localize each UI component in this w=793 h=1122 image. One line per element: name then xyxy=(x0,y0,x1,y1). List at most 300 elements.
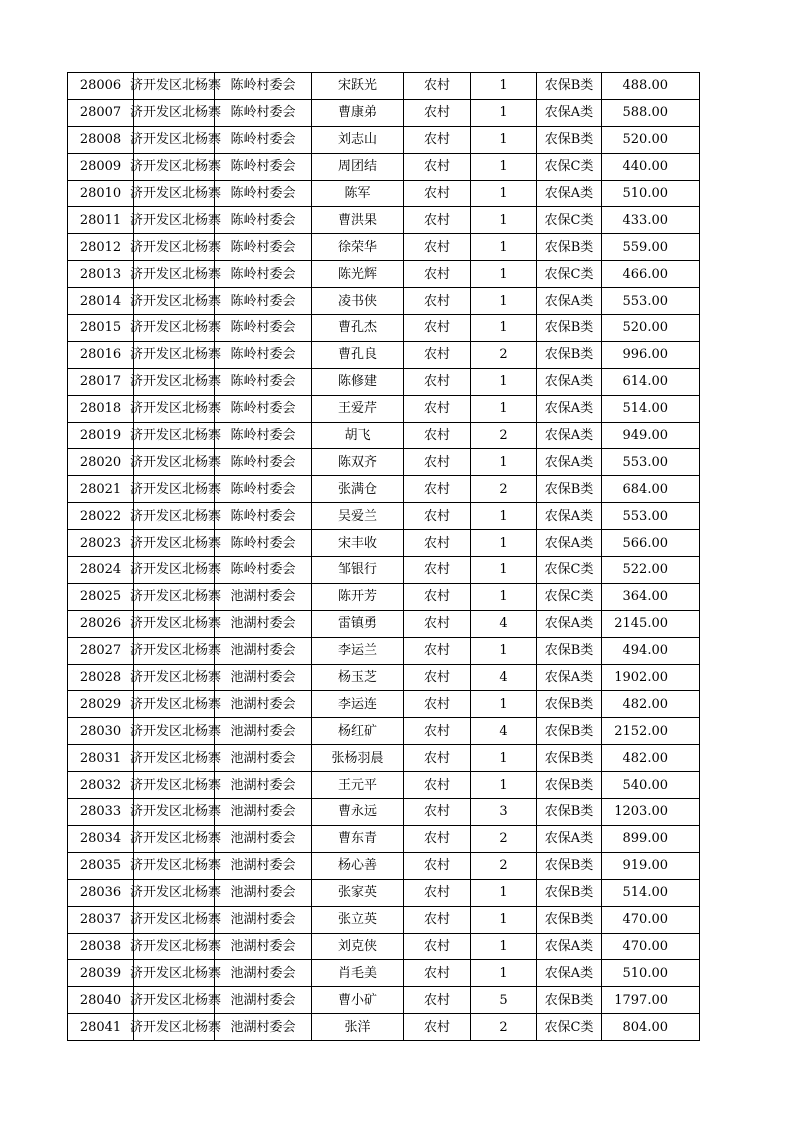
village-cell: 陈岭村委会 xyxy=(215,368,312,395)
table-row xyxy=(68,288,700,315)
person-count-cell: 1 xyxy=(471,99,537,126)
name-cell: 曹孔杰 xyxy=(312,315,404,342)
category-cell: 农保B类 xyxy=(537,718,602,745)
amount-cell: 364.00 xyxy=(602,583,700,610)
person-count-cell: 4 xyxy=(471,718,537,745)
town-cell: 济开发区北杨寨 xyxy=(134,691,215,718)
amount-cell: 440.00 xyxy=(602,153,700,180)
record-id-cell: 28016 xyxy=(68,341,134,368)
category-cell: 农保A类 xyxy=(537,610,602,637)
name-cell: 曹小矿 xyxy=(312,987,404,1014)
person-count-cell: 2 xyxy=(471,852,537,879)
record-id-cell: 28037 xyxy=(68,906,134,933)
category-cell: 农保B类 xyxy=(537,852,602,879)
name-cell: 雷镇勇 xyxy=(312,610,404,637)
town-cell: 济开发区北杨寨 xyxy=(134,368,215,395)
household-type-cell: 农村 xyxy=(404,153,471,180)
category-cell: 农保A类 xyxy=(537,664,602,691)
amount-cell: 684.00 xyxy=(602,476,700,503)
town-cell: 济开发区北杨寨 xyxy=(134,315,215,342)
record-id-cell: 28013 xyxy=(68,261,134,288)
name-cell: 王爱芹 xyxy=(312,395,404,422)
person-count-cell: 1 xyxy=(471,449,537,476)
amount-cell: 1902.00 xyxy=(602,664,700,691)
table-row xyxy=(68,825,700,852)
table-row xyxy=(68,341,700,368)
amount-cell: 540.00 xyxy=(602,772,700,799)
household-type-cell: 农村 xyxy=(404,207,471,234)
record-id-cell: 28019 xyxy=(68,422,134,449)
village-cell: 陈岭村委会 xyxy=(215,234,312,261)
village-cell: 池湖村委会 xyxy=(215,933,312,960)
table-row xyxy=(68,449,700,476)
record-id-cell: 28030 xyxy=(68,718,134,745)
record-id-cell: 28023 xyxy=(68,530,134,557)
amount-cell: 482.00 xyxy=(602,745,700,772)
village-cell: 陈岭村委会 xyxy=(215,99,312,126)
name-cell: 吴爱兰 xyxy=(312,503,404,530)
town-cell: 济开发区北杨寨 xyxy=(134,180,215,207)
name-cell: 杨玉芝 xyxy=(312,664,404,691)
person-count-cell: 4 xyxy=(471,664,537,691)
record-id-cell: 28006 xyxy=(68,73,134,100)
record-id-cell: 28041 xyxy=(68,1014,134,1041)
village-cell: 陈岭村委会 xyxy=(215,180,312,207)
person-count-cell: 1 xyxy=(471,583,537,610)
record-id-cell: 28026 xyxy=(68,610,134,637)
person-count-cell: 2 xyxy=(471,1014,537,1041)
town-cell: 济开发区北杨寨 xyxy=(134,637,215,664)
name-cell: 张满仓 xyxy=(312,476,404,503)
town-cell: 济开发区北杨寨 xyxy=(134,960,215,987)
record-id-cell: 28032 xyxy=(68,772,134,799)
amount-cell: 1203.00 xyxy=(602,799,700,826)
household-type-cell: 农村 xyxy=(404,261,471,288)
name-cell: 张杨羽晨 xyxy=(312,745,404,772)
table-row xyxy=(68,126,700,153)
town-cell: 济开发区北杨寨 xyxy=(134,879,215,906)
town-cell: 济开发区北杨寨 xyxy=(134,933,215,960)
name-cell: 肖毛美 xyxy=(312,960,404,987)
town-cell: 济开发区北杨寨 xyxy=(134,261,215,288)
town-cell: 济开发区北杨寨 xyxy=(134,99,215,126)
record-id-cell: 28020 xyxy=(68,449,134,476)
amount-cell: 470.00 xyxy=(602,906,700,933)
table-row xyxy=(68,315,700,342)
household-type-cell: 农村 xyxy=(404,637,471,664)
town-cell: 济开发区北杨寨 xyxy=(134,126,215,153)
amount-cell: 488.00 xyxy=(602,73,700,100)
amount-cell: 520.00 xyxy=(602,315,700,342)
person-count-cell: 1 xyxy=(471,906,537,933)
household-type-cell: 农村 xyxy=(404,799,471,826)
town-cell: 济开发区北杨寨 xyxy=(134,557,215,584)
record-id-cell: 28040 xyxy=(68,987,134,1014)
category-cell: 农保B类 xyxy=(537,315,602,342)
town-cell: 济开发区北杨寨 xyxy=(134,664,215,691)
household-type-cell: 农村 xyxy=(404,664,471,691)
household-type-cell: 农村 xyxy=(404,879,471,906)
village-cell: 池湖村委会 xyxy=(215,691,312,718)
household-type-cell: 农村 xyxy=(404,180,471,207)
amount-cell: 510.00 xyxy=(602,180,700,207)
household-type-cell: 农村 xyxy=(404,530,471,557)
table-row xyxy=(68,153,700,180)
record-id-cell: 28031 xyxy=(68,745,134,772)
person-count-cell: 1 xyxy=(471,960,537,987)
record-id-cell: 28028 xyxy=(68,664,134,691)
person-count-cell: 1 xyxy=(471,126,537,153)
village-cell: 陈岭村委会 xyxy=(215,341,312,368)
village-cell: 池湖村委会 xyxy=(215,987,312,1014)
record-id-cell: 28029 xyxy=(68,691,134,718)
name-cell: 宋丰收 xyxy=(312,530,404,557)
amount-cell: 949.00 xyxy=(602,422,700,449)
record-id-cell: 28007 xyxy=(68,99,134,126)
village-cell: 池湖村委会 xyxy=(215,718,312,745)
village-cell: 陈岭村委会 xyxy=(215,126,312,153)
household-type-cell: 农村 xyxy=(404,1014,471,1041)
table-row xyxy=(68,772,700,799)
person-count-cell: 1 xyxy=(471,234,537,261)
name-cell: 曹东青 xyxy=(312,825,404,852)
table-row xyxy=(68,664,700,691)
table-row xyxy=(68,960,700,987)
person-count-cell: 4 xyxy=(471,610,537,637)
name-cell: 张洋 xyxy=(312,1014,404,1041)
household-type-cell: 农村 xyxy=(404,610,471,637)
name-cell: 杨心善 xyxy=(312,852,404,879)
amount-cell: 614.00 xyxy=(602,368,700,395)
table-row xyxy=(68,637,700,664)
name-cell: 周团结 xyxy=(312,153,404,180)
person-count-cell: 1 xyxy=(471,207,537,234)
name-cell: 陈开芳 xyxy=(312,583,404,610)
person-count-cell: 1 xyxy=(471,530,537,557)
amount-cell: 514.00 xyxy=(602,879,700,906)
category-cell: 农保B类 xyxy=(537,799,602,826)
village-cell: 陈岭村委会 xyxy=(215,449,312,476)
town-cell: 济开发区北杨寨 xyxy=(134,341,215,368)
record-id-cell: 28017 xyxy=(68,368,134,395)
category-cell: 农保C类 xyxy=(537,583,602,610)
name-cell: 王元平 xyxy=(312,772,404,799)
person-count-cell: 2 xyxy=(471,476,537,503)
village-cell: 池湖村委会 xyxy=(215,664,312,691)
household-type-cell: 农村 xyxy=(404,341,471,368)
household-type-cell: 农村 xyxy=(404,557,471,584)
household-type-cell: 农村 xyxy=(404,852,471,879)
town-cell: 济开发区北杨寨 xyxy=(134,234,215,261)
name-cell: 曹洪果 xyxy=(312,207,404,234)
record-id-cell: 28025 xyxy=(68,583,134,610)
village-cell: 陈岭村委会 xyxy=(215,476,312,503)
category-cell: 农保B类 xyxy=(537,234,602,261)
amount-cell: 2145.00 xyxy=(602,610,700,637)
category-cell: 农保B类 xyxy=(537,341,602,368)
table-row xyxy=(68,530,700,557)
category-cell: 农保A类 xyxy=(537,99,602,126)
record-id-cell: 28010 xyxy=(68,180,134,207)
table-row xyxy=(68,933,700,960)
town-cell: 济开发区北杨寨 xyxy=(134,906,215,933)
category-cell: 农保A类 xyxy=(537,449,602,476)
village-cell: 陈岭村委会 xyxy=(215,261,312,288)
amount-cell: 494.00 xyxy=(602,637,700,664)
table-row xyxy=(68,503,700,530)
town-cell: 济开发区北杨寨 xyxy=(134,799,215,826)
name-cell: 陈光辉 xyxy=(312,261,404,288)
category-cell: 农保A类 xyxy=(537,960,602,987)
person-count-cell: 1 xyxy=(471,153,537,180)
record-id-cell: 28015 xyxy=(68,315,134,342)
village-cell: 陈岭村委会 xyxy=(215,73,312,100)
table-row xyxy=(68,395,700,422)
amount-cell: 470.00 xyxy=(602,933,700,960)
category-cell: 农保B类 xyxy=(537,73,602,100)
village-cell: 池湖村委会 xyxy=(215,906,312,933)
household-type-cell: 农村 xyxy=(404,933,471,960)
person-count-cell: 1 xyxy=(471,315,537,342)
village-cell: 池湖村委会 xyxy=(215,879,312,906)
person-count-cell: 1 xyxy=(471,261,537,288)
table-row xyxy=(68,906,700,933)
amount-cell: 919.00 xyxy=(602,852,700,879)
table-row xyxy=(68,73,700,100)
person-count-cell: 1 xyxy=(471,73,537,100)
town-cell: 济开发区北杨寨 xyxy=(134,153,215,180)
village-cell: 池湖村委会 xyxy=(215,1014,312,1041)
town-cell: 济开发区北杨寨 xyxy=(134,1014,215,1041)
household-type-cell: 农村 xyxy=(404,126,471,153)
town-cell: 济开发区北杨寨 xyxy=(134,530,215,557)
household-type-cell: 农村 xyxy=(404,395,471,422)
category-cell: 农保B类 xyxy=(537,772,602,799)
person-count-cell: 1 xyxy=(471,368,537,395)
person-count-cell: 2 xyxy=(471,341,537,368)
village-cell: 池湖村委会 xyxy=(215,799,312,826)
name-cell: 曹康弟 xyxy=(312,99,404,126)
category-cell: 农保A类 xyxy=(537,422,602,449)
village-cell: 陈岭村委会 xyxy=(215,153,312,180)
record-id-cell: 28038 xyxy=(68,933,134,960)
person-count-cell: 1 xyxy=(471,691,537,718)
person-count-cell: 5 xyxy=(471,987,537,1014)
person-count-cell: 1 xyxy=(471,503,537,530)
village-cell: 陈岭村委会 xyxy=(215,530,312,557)
person-count-cell: 1 xyxy=(471,395,537,422)
amount-cell: 522.00 xyxy=(602,557,700,584)
record-id-cell: 28024 xyxy=(68,557,134,584)
name-cell: 张家英 xyxy=(312,879,404,906)
village-cell: 池湖村委会 xyxy=(215,637,312,664)
category-cell: 农保A类 xyxy=(537,180,602,207)
name-cell: 刘志山 xyxy=(312,126,404,153)
name-cell: 曹永远 xyxy=(312,799,404,826)
name-cell: 邹银行 xyxy=(312,557,404,584)
category-cell: 农保B类 xyxy=(537,691,602,718)
record-id-cell: 28014 xyxy=(68,288,134,315)
town-cell: 济开发区北杨寨 xyxy=(134,772,215,799)
record-id-cell: 28034 xyxy=(68,825,134,852)
household-type-cell: 农村 xyxy=(404,368,471,395)
category-cell: 农保A类 xyxy=(537,825,602,852)
category-cell: 农保B类 xyxy=(537,745,602,772)
record-id-cell: 28011 xyxy=(68,207,134,234)
name-cell: 曹孔良 xyxy=(312,341,404,368)
category-cell: 农保B类 xyxy=(537,126,602,153)
table-row xyxy=(68,368,700,395)
category-cell: 农保B类 xyxy=(537,476,602,503)
town-cell: 济开发区北杨寨 xyxy=(134,745,215,772)
allowance-table xyxy=(67,72,700,1041)
person-count-cell: 2 xyxy=(471,422,537,449)
household-type-cell: 农村 xyxy=(404,234,471,261)
name-cell: 陈修建 xyxy=(312,368,404,395)
category-cell: 农保A类 xyxy=(537,368,602,395)
person-count-cell: 3 xyxy=(471,799,537,826)
amount-cell: 520.00 xyxy=(602,126,700,153)
record-id-cell: 28036 xyxy=(68,879,134,906)
household-type-cell: 农村 xyxy=(404,422,471,449)
town-cell: 济开发区北杨寨 xyxy=(134,852,215,879)
category-cell: 农保B类 xyxy=(537,987,602,1014)
table-row xyxy=(68,422,700,449)
table-row xyxy=(68,1014,700,1041)
table-row xyxy=(68,691,700,718)
table-body xyxy=(68,73,700,1041)
amount-cell: 553.00 xyxy=(602,288,700,315)
village-cell: 陈岭村委会 xyxy=(215,422,312,449)
person-count-cell: 1 xyxy=(471,772,537,799)
amount-cell: 2152.00 xyxy=(602,718,700,745)
table-row xyxy=(68,987,700,1014)
category-cell: 农保C类 xyxy=(537,557,602,584)
household-type-cell: 农村 xyxy=(404,503,471,530)
town-cell: 济开发区北杨寨 xyxy=(134,422,215,449)
village-cell: 池湖村委会 xyxy=(215,772,312,799)
town-cell: 济开发区北杨寨 xyxy=(134,987,215,1014)
town-cell: 济开发区北杨寨 xyxy=(134,718,215,745)
record-id-cell: 28012 xyxy=(68,234,134,261)
household-type-cell: 农村 xyxy=(404,906,471,933)
amount-cell: 510.00 xyxy=(602,960,700,987)
household-type-cell: 农村 xyxy=(404,288,471,315)
amount-cell: 1797.00 xyxy=(602,987,700,1014)
person-count-cell: 1 xyxy=(471,557,537,584)
amount-cell: 996.00 xyxy=(602,341,700,368)
town-cell: 济开发区北杨寨 xyxy=(134,825,215,852)
amount-cell: 899.00 xyxy=(602,825,700,852)
household-type-cell: 农村 xyxy=(404,772,471,799)
amount-cell: 553.00 xyxy=(602,503,700,530)
category-cell: 农保A类 xyxy=(537,503,602,530)
household-type-cell: 农村 xyxy=(404,449,471,476)
category-cell: 农保B类 xyxy=(537,906,602,933)
village-cell: 池湖村委会 xyxy=(215,825,312,852)
household-type-cell: 农村 xyxy=(404,73,471,100)
name-cell: 李运连 xyxy=(312,691,404,718)
table-row xyxy=(68,180,700,207)
village-cell: 池湖村委会 xyxy=(215,745,312,772)
person-count-cell: 1 xyxy=(471,180,537,207)
town-cell: 济开发区北杨寨 xyxy=(134,73,215,100)
table-row xyxy=(68,852,700,879)
record-id-cell: 28033 xyxy=(68,799,134,826)
household-type-cell: 农村 xyxy=(404,718,471,745)
amount-cell: 559.00 xyxy=(602,234,700,261)
village-cell: 陈岭村委会 xyxy=(215,315,312,342)
amount-cell: 588.00 xyxy=(602,99,700,126)
table-row xyxy=(68,879,700,906)
household-type-cell: 农村 xyxy=(404,987,471,1014)
amount-cell: 514.00 xyxy=(602,395,700,422)
village-cell: 陈岭村委会 xyxy=(215,207,312,234)
town-cell: 济开发区北杨寨 xyxy=(134,476,215,503)
amount-cell: 466.00 xyxy=(602,261,700,288)
category-cell: 农保C类 xyxy=(537,207,602,234)
record-id-cell: 28039 xyxy=(68,960,134,987)
person-count-cell: 1 xyxy=(471,745,537,772)
table-row xyxy=(68,261,700,288)
person-count-cell: 2 xyxy=(471,825,537,852)
village-cell: 池湖村委会 xyxy=(215,583,312,610)
table-row xyxy=(68,718,700,745)
town-cell: 济开发区北杨寨 xyxy=(134,449,215,476)
household-type-cell: 农村 xyxy=(404,960,471,987)
name-cell: 张立英 xyxy=(312,906,404,933)
household-type-cell: 农村 xyxy=(404,583,471,610)
amount-cell: 566.00 xyxy=(602,530,700,557)
table-row xyxy=(68,99,700,126)
name-cell: 徐荣华 xyxy=(312,234,404,261)
person-count-cell: 1 xyxy=(471,933,537,960)
category-cell: 农保A类 xyxy=(537,288,602,315)
record-id-cell: 28022 xyxy=(68,503,134,530)
town-cell: 济开发区北杨寨 xyxy=(134,503,215,530)
amount-cell: 553.00 xyxy=(602,449,700,476)
record-id-cell: 28008 xyxy=(68,126,134,153)
category-cell: 农保B类 xyxy=(537,879,602,906)
table-row xyxy=(68,557,700,584)
village-cell: 陈岭村委会 xyxy=(215,395,312,422)
name-cell: 凌书侠 xyxy=(312,288,404,315)
village-cell: 池湖村委会 xyxy=(215,610,312,637)
household-type-cell: 农村 xyxy=(404,476,471,503)
town-cell: 济开发区北杨寨 xyxy=(134,288,215,315)
village-cell: 陈岭村委会 xyxy=(215,288,312,315)
name-cell: 刘克侠 xyxy=(312,933,404,960)
category-cell: 农保C类 xyxy=(537,1014,602,1041)
person-count-cell: 1 xyxy=(471,637,537,664)
record-id-cell: 28021 xyxy=(68,476,134,503)
category-cell: 农保C类 xyxy=(537,261,602,288)
town-cell: 济开发区北杨寨 xyxy=(134,583,215,610)
record-id-cell: 28035 xyxy=(68,852,134,879)
table-row xyxy=(68,799,700,826)
table-row xyxy=(68,234,700,261)
table-row xyxy=(68,207,700,234)
amount-cell: 482.00 xyxy=(602,691,700,718)
person-count-cell: 1 xyxy=(471,879,537,906)
name-cell: 李运兰 xyxy=(312,637,404,664)
table-row xyxy=(68,476,700,503)
category-cell: 农保C类 xyxy=(537,153,602,180)
name-cell: 宋跃光 xyxy=(312,73,404,100)
household-type-cell: 农村 xyxy=(404,691,471,718)
name-cell: 陈军 xyxy=(312,180,404,207)
village-cell: 池湖村委会 xyxy=(215,852,312,879)
